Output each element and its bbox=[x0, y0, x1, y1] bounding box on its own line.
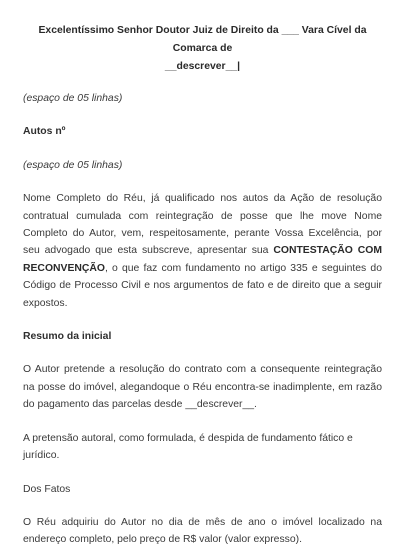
pretensao-paragraph: A pretensão autoral, como formulada, é despida de fundamento fático e jurídico. bbox=[23, 432, 353, 462]
document-heading bbox=[23, 22, 382, 76]
contestacao-bold-text: CONTESTAÇÃO COM RECONVENÇÃO bbox=[23, 245, 382, 274]
fatos-heading: Dos Fatos bbox=[23, 483, 71, 495]
fatos-paragraph: O Réu adquiriu do Autor no dia de mês de ano o imóvel localizado na endereço completo, pelo preço de R$ valor (valor expresso). bbox=[23, 516, 382, 546]
spacing-note-1: (espaço de 05 linhas) bbox=[23, 93, 123, 104]
resumo-heading: Resumo da inicial bbox=[23, 331, 112, 343]
intro-paragraph bbox=[23, 190, 382, 312]
resumo-paragraph: O Autor pretende a resolução do contrato com a consequente reintegração na posse do imóvel, alegandoque o Réu encontra-se inadimplente, em razão do pagamento das parcelas desde __descrever__. bbox=[23, 364, 382, 411]
intro-text-part-2: , o que faz com fundamento no artigo 335 e seguintes do Código de Processo Civil e nos argumentos de fato e de direito que a seguir expostos. bbox=[23, 262, 382, 309]
intro-text-part-1: Nome Completo do Réu, já qualificado nos autos da Ação de resolução contratual cumulada com reintegração de posse que lhe move Nome Completo do Autor, vem, respeitosamente, perante Vossa Excelência, por seu advogado que esta subscreve, apresentar sua bbox=[23, 193, 382, 257]
heading-line-1: Excelentíssimo Senhor Doutor Juiz de Direito da ___ Vara Cível da Comarca de bbox=[38, 25, 367, 54]
autos-label: Autos nº bbox=[23, 126, 66, 138]
heading-line-2: __descrever__| bbox=[164, 61, 241, 72]
spacing-note-2: (espaço de 05 linhas) bbox=[23, 159, 123, 171]
